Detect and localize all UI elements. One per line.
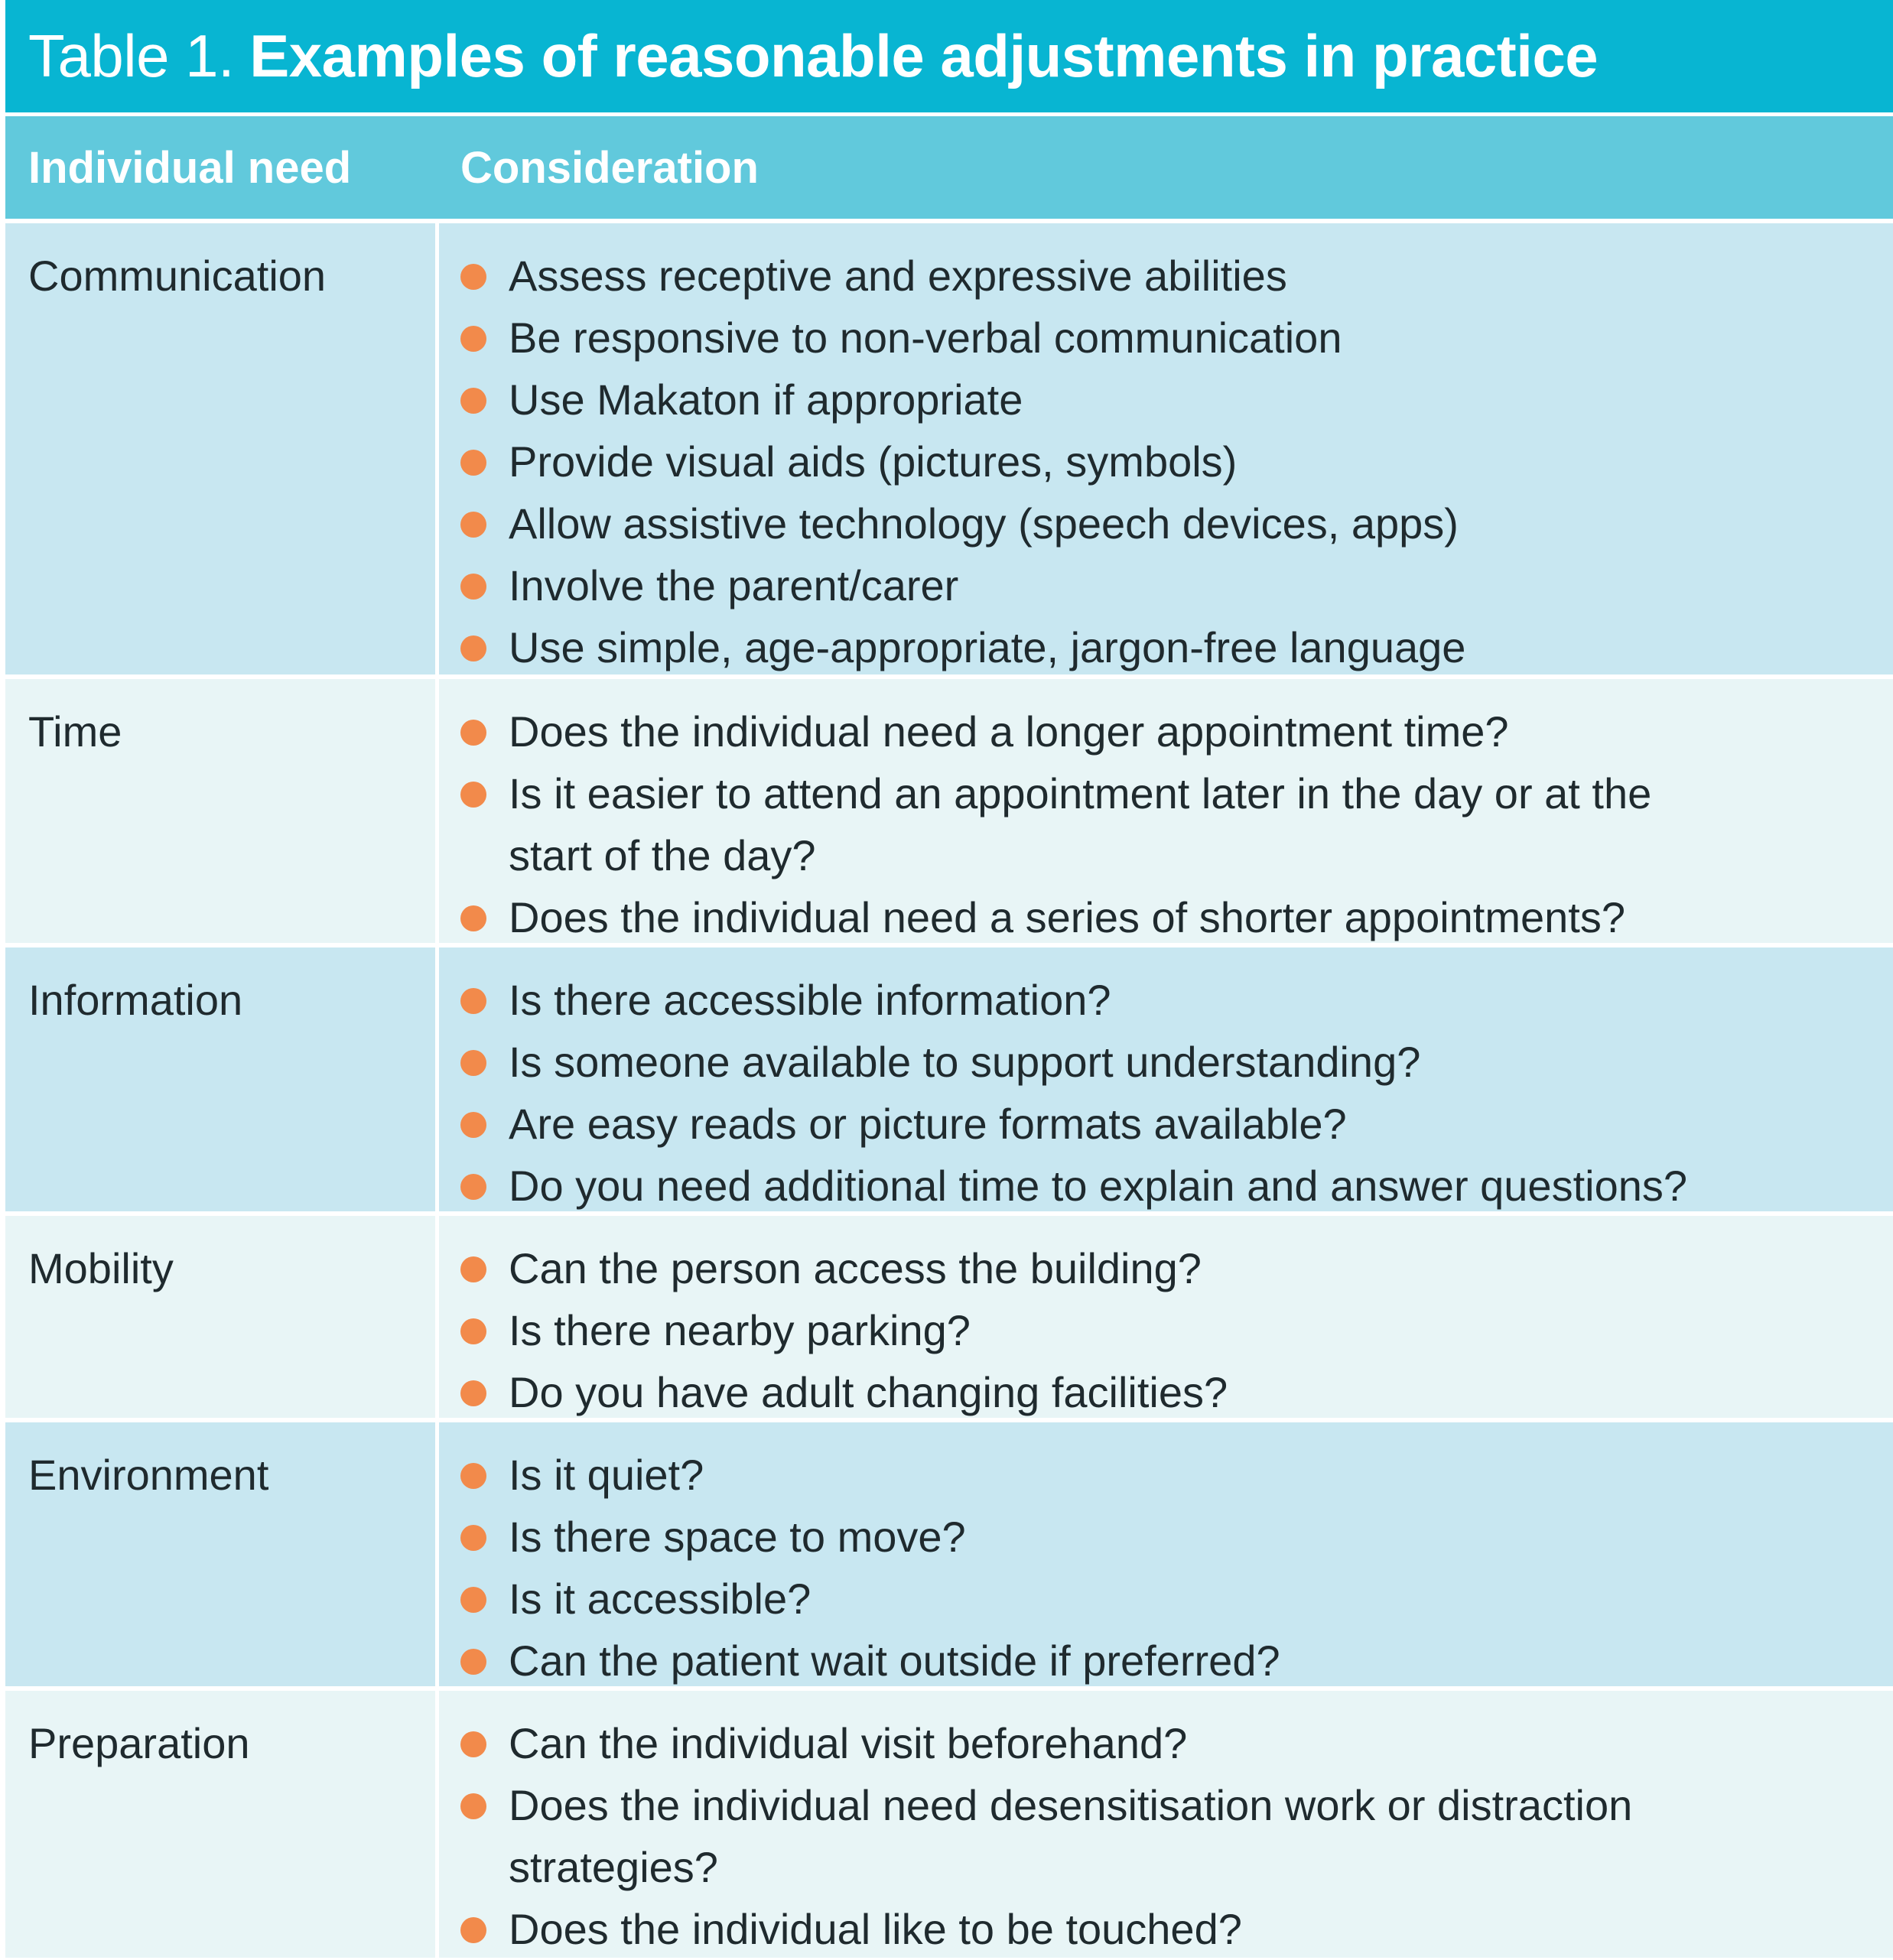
column-divider <box>435 947 439 1211</box>
consideration-text: Is there space to move? <box>509 1513 966 1561</box>
bullet-icon <box>460 574 486 600</box>
consideration-text: Is it accessible? <box>509 1575 812 1623</box>
bullet-icon <box>460 988 486 1014</box>
column-divider <box>435 1691 439 1958</box>
consideration-item <box>460 1506 1878 1568</box>
consideration-text: Can the person access the building? <box>509 1244 1202 1292</box>
bullet-icon <box>460 1256 486 1282</box>
consideration-item <box>460 492 1878 554</box>
table-row <box>5 947 1893 1211</box>
consideration-text: Provide visual aids (pictures, symbols) <box>509 437 1238 486</box>
bullet-icon <box>460 635 486 661</box>
bullet-icon <box>460 264 486 290</box>
consideration-text: strategies? <box>509 1843 718 1891</box>
bullet-icon <box>460 1917 486 1943</box>
consideration-text: Use Makaton if appropriate <box>509 375 1023 424</box>
consideration-item <box>460 1444 1878 1506</box>
column-divider <box>435 1422 439 1686</box>
consideration-item <box>460 1031 1878 1093</box>
consideration-text: Use simple, age-appropriate, jargon-free language <box>509 623 1466 671</box>
consideration-text: Is there accessible information? <box>509 976 1111 1024</box>
row-divider <box>5 219 1893 223</box>
consideration-text: Be responsive to non-verbal communication <box>509 314 1342 362</box>
consideration-text: Can the individual visit beforehand? <box>509 1719 1188 1767</box>
consideration-text: Does the individual need a longer appointment time? <box>509 707 1509 756</box>
consideration-item <box>460 969 1878 1031</box>
consideration-item <box>460 1093 1878 1155</box>
column-divider <box>435 679 439 943</box>
consideration-list <box>460 969 1878 1217</box>
consideration-item <box>460 762 1878 886</box>
consideration-text: Are easy reads or picture formats available? <box>509 1100 1347 1148</box>
bullet-icon <box>460 1318 486 1344</box>
table-row <box>5 223 1893 674</box>
consideration-text: Does the individual need a series of shorter appointments? <box>509 893 1625 941</box>
consideration-item <box>460 245 1878 307</box>
consideration-item <box>460 1361 1878 1423</box>
individual-need-cell: Communication <box>28 252 327 300</box>
bullet-icon <box>460 1649 486 1675</box>
consideration-item <box>460 886 1878 948</box>
consideration-text: start of the day? <box>509 831 816 879</box>
column-divider <box>435 223 439 674</box>
header-individual-need: Individual need <box>28 142 352 193</box>
column-divider <box>435 1216 439 1418</box>
consideration-text: Does the individual like to be touched? <box>509 1905 1242 1953</box>
individual-need-cell: Preparation <box>28 1719 250 1767</box>
consideration-text: Do you have adult changing facilities? <box>509 1368 1228 1416</box>
consideration-item <box>460 616 1878 678</box>
table-caption: Examples of reasonable adjustments in practice <box>249 22 1599 89</box>
individual-need-cell: Environment <box>28 1451 269 1499</box>
bullet-icon <box>460 1380 486 1406</box>
bullet-icon <box>460 1525 486 1551</box>
consideration-list <box>460 245 1878 678</box>
bullet-icon <box>460 1731 486 1757</box>
consideration-item <box>460 1237 1878 1299</box>
bullet-icon <box>460 720 486 746</box>
consideration-item <box>460 1774 1878 1898</box>
bullet-icon <box>460 1112 486 1138</box>
consideration-list <box>460 700 1878 948</box>
individual-need-cell: Mobility <box>28 1244 174 1292</box>
bullet-icon <box>460 388 486 414</box>
consideration-text: Do you need additional time to explain and answer questions? <box>509 1162 1688 1210</box>
consideration-item <box>460 1568 1878 1630</box>
consideration-text: Is there nearby parking? <box>509 1306 971 1354</box>
consideration-list <box>460 1712 1878 1960</box>
table-row <box>5 1422 1893 1686</box>
consideration-list <box>460 1237 1878 1423</box>
consideration-text: Does the individual need desensitisation work or distraction <box>509 1781 1633 1829</box>
consideration-item <box>460 307 1878 369</box>
bullet-icon <box>460 1050 486 1076</box>
individual-need-cell: Time <box>28 707 122 756</box>
consideration-item <box>460 1712 1878 1774</box>
header-consideration: Consideration <box>460 142 759 193</box>
consideration-item <box>460 1299 1878 1361</box>
table-row <box>5 1216 1893 1418</box>
table-row <box>5 679 1893 943</box>
bullet-icon <box>460 450 486 476</box>
consideration-item <box>460 1630 1878 1692</box>
consideration-text: Is someone available to support understanding? <box>509 1038 1421 1086</box>
bullet-icon <box>460 905 486 931</box>
bullet-icon <box>460 326 486 352</box>
bullet-icon <box>460 1463 486 1489</box>
consideration-text: Is it easier to attend an appointment later in the day or at the <box>509 769 1652 817</box>
consideration-item <box>460 369 1878 431</box>
table-header-row <box>5 116 1893 219</box>
consideration-item <box>460 431 1878 492</box>
consideration-item <box>460 700 1878 762</box>
table-title <box>5 0 1893 112</box>
table-number: Table 1. <box>28 22 235 89</box>
consideration-item <box>460 1155 1878 1217</box>
consideration-text: Is it quiet? <box>509 1451 704 1499</box>
individual-need-cell: Information <box>28 976 243 1024</box>
consideration-text: Assess receptive and expressive abilities <box>509 252 1287 300</box>
consideration-item <box>460 1898 1878 1960</box>
consideration-list <box>460 1444 1878 1692</box>
bullet-icon <box>460 1174 486 1200</box>
consideration-text: Involve the parent/carer <box>509 561 959 609</box>
bullet-icon <box>460 1587 486 1613</box>
bullet-icon <box>460 512 486 538</box>
consideration-text: Allow assistive technology (speech devices, apps) <box>509 499 1459 548</box>
bullet-icon <box>460 1793 486 1819</box>
bullet-icon <box>460 782 486 808</box>
consideration-item <box>460 554 1878 616</box>
table-row <box>5 1691 1893 1958</box>
consideration-text: Can the patient wait outside if preferred? <box>509 1637 1280 1685</box>
